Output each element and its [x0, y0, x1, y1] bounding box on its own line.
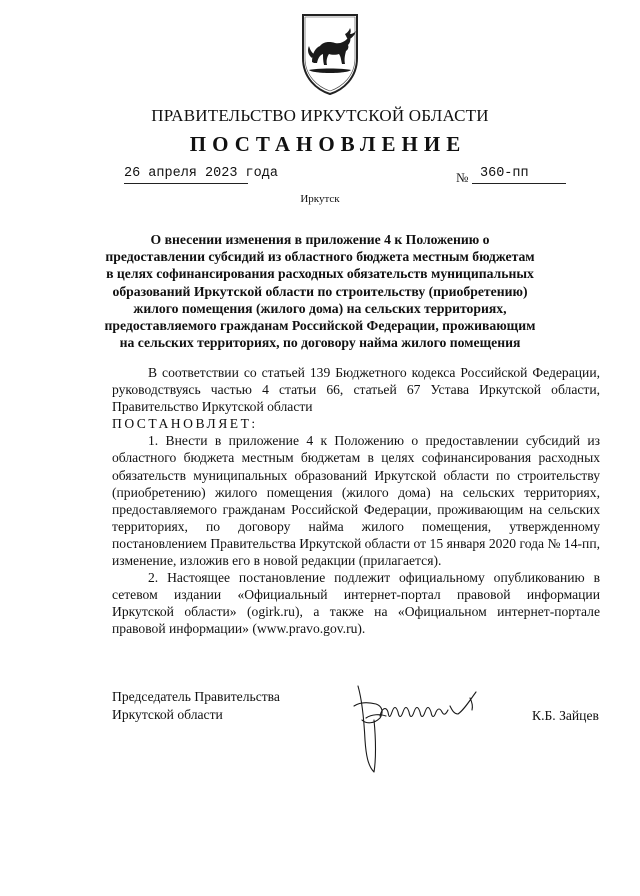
document-title: О внесении изменения в приложение 4 к Положению о предоставлении субсидий из областного бюджета местным бюджетам в целях софинансирования расходных обязательств муниципальных образований Иркутской области по строительству (приобретению) жилого помещения (жилого дома) на сельских территориях, предоставляемого гражданам Российской Федерации, проживающим на сельских территориях, по договору найма жилого помещения — [104, 232, 536, 351]
signer-position-line-2: Иркутской области — [112, 706, 223, 722]
signer-position-line-1: Председатель Правительства — [112, 689, 280, 704]
item-paragraph-2: 2. Настоящее постановление подлежит официальному опубликованию в сетевом издании «Официальный интернет-портал правовой информации Иркутской области» (ogirk.ru), а также на «Официальном интернет-портале правовой информации» (www.pravo.gov.ru). — [112, 570, 600, 637]
signer-position — [112, 688, 280, 723]
signer-name: К.Б. Зайцев — [532, 708, 599, 723]
document-body — [112, 364, 600, 638]
coat-of-arms-icon — [299, 12, 361, 96]
document-type: ПОСТАНОВЛЕНИЕ — [189, 132, 467, 156]
issue-city: Иркутск — [300, 193, 340, 205]
document-date: 26 апреля 2023 года — [124, 166, 248, 184]
number-label: № — [456, 170, 469, 185]
preamble-paragraph: В соответствии со статьей 139 Бюджетного кодекса Российской Федерации, руководствуясь частью 4 статьи 66, статьей 67 Устава Иркутской области, Правительство Иркутской области — [112, 365, 600, 415]
organization-name: ПРАВИТЕЛЬСТВО ИРКУТСКОЙ ОБЛАСТИ — [151, 106, 489, 125]
document-number: 360-пп — [472, 166, 566, 184]
resolves-heading: ПОСТАНОВЛЯЕТ: — [112, 416, 258, 432]
item-paragraph-1: 1. Внести в приложение 4 к Положению о предоставлении субсидий из областного бюджета местным бюджетам в целях софинансирования расходных обязательств муниципальных образований Иркутской области по строительству (приобретению) жилого помещения (жилого дома) на сельских территориях, предоставляемого гражданам Российской Федерации, проживающим на сельских территориях, по договору найма жилого помещения, утвержденному постановлением Правительства Иркутской области от 15 января 2020 года № 14-пп, изменение, изложив его в новой редакции (прилагается). — [112, 433, 600, 569]
handwritten-signature — [346, 680, 496, 780]
